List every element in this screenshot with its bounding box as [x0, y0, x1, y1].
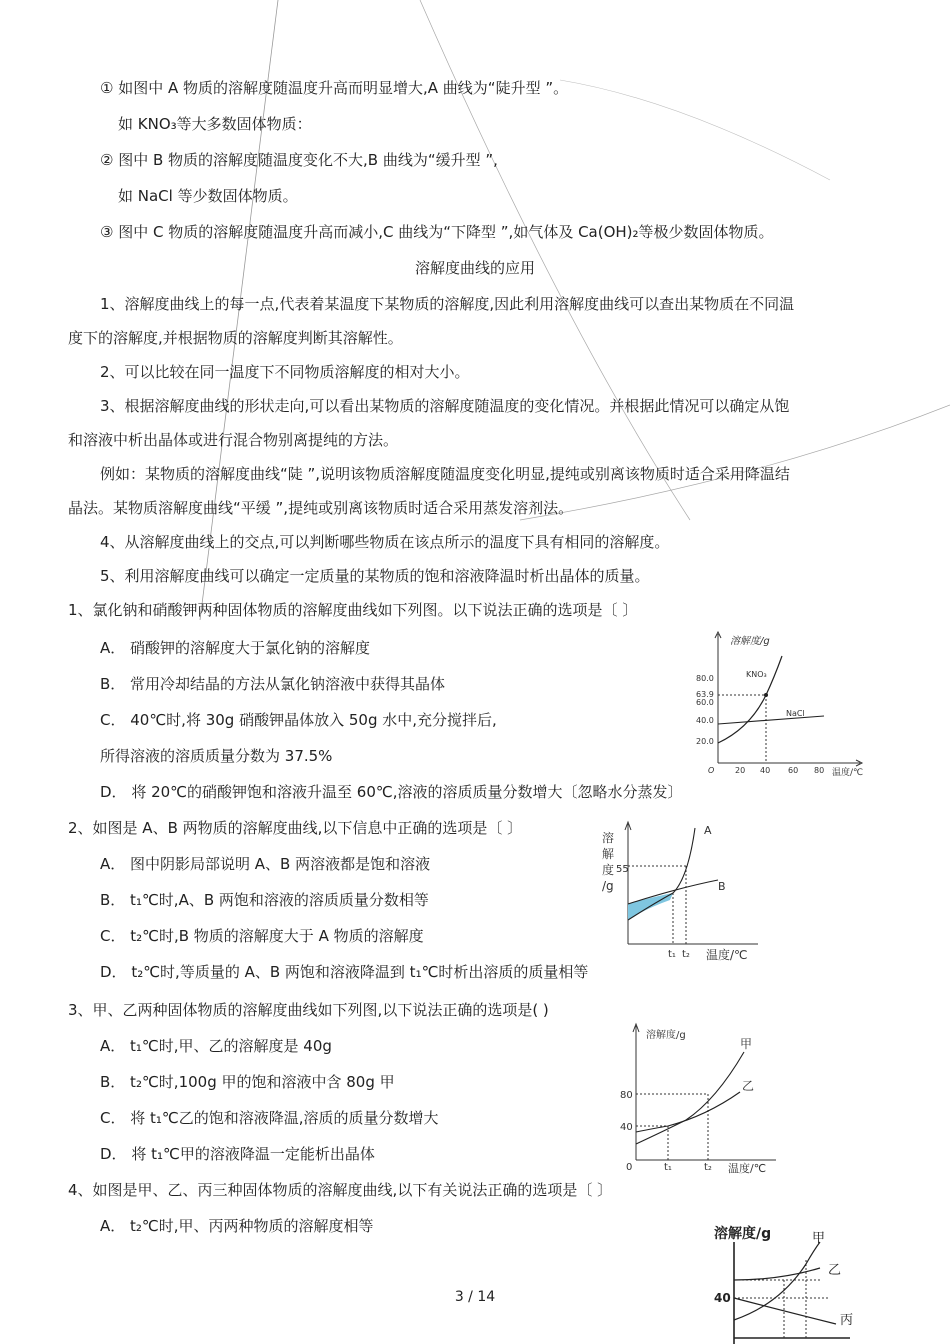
app-p4: 4、从溶解度曲线上的交点,可以判断哪些物质在该点所示的温度下具有相同的溶解度。	[100, 533, 670, 551]
q3-curve-jia	[636, 1052, 744, 1144]
q2-solubility-chart	[598, 818, 768, 966]
q1-solubility-chart	[690, 628, 880, 778]
q2-label-a: A	[704, 824, 712, 837]
q3-solubility-chart	[616, 1020, 786, 1176]
q4-curve-yi	[734, 1268, 820, 1280]
q4-solubility-chart	[710, 1220, 870, 1344]
q4-stem: 4、如图是甲、乙、丙三种固体物质的溶解度曲线,以下有关说法正确的选项是〔 〕	[68, 1181, 613, 1199]
q1-ytick-80: 80.0	[696, 674, 714, 683]
q3-origin: 0	[626, 1162, 633, 1173]
q1-stem: 1、氯化钠和硝酸钾两种固体物质的溶解度曲线如下列图。以下说法正确的选项是〔 〕	[68, 601, 638, 619]
app-p2: 2、可以比较在同一温度下不同物质溶解度的相对大小。	[100, 363, 470, 381]
q3-option-b: B． t₂℃时,100g 甲的饱和溶液中含 80g 甲	[100, 1073, 395, 1091]
q1-kno3-label: KNO₃	[746, 670, 767, 679]
q3-ytick-80: 80	[620, 1090, 633, 1101]
q3-ylabel: 溶解度/g	[646, 1030, 686, 1041]
q3-stem: 3、甲、乙两种固体物质的溶解度曲线如下列图,以下说法正确的选项是( )	[68, 1001, 549, 1019]
q3-option-c: C． 将 t₁℃乙的饱和溶液降温,溶质的质量分数增大	[100, 1109, 439, 1127]
q1-nacl-line	[718, 716, 824, 724]
q1-ytick-63.9: 63.9	[696, 690, 714, 699]
q3-curve-yi	[636, 1092, 740, 1132]
q1-option-c-cont: 所得溶液的溶质质量分数为 37.5%	[100, 747, 333, 765]
app-p3a: 3、根据溶解度曲线的形状走向,可以看出某物质的溶解度随温度的变化情况。并根据此情况可以确定从饱	[100, 397, 790, 415]
q2-label-b: B	[718, 880, 726, 893]
q2-t2: t₂	[682, 949, 690, 960]
q2-ylabel-2: 解	[602, 847, 615, 861]
q1-origin: O	[708, 766, 715, 775]
q1-ytick-40: 40.0	[696, 716, 714, 725]
q1-xtick-20: 20	[735, 766, 746, 775]
q1-option-d: D． 将 20℃的硝酸钾饱和溶液升温至 60℃,溶液的溶质质量分数增大〔忽略水分蒸发〕	[100, 783, 683, 801]
q3-label-yi: 乙	[742, 1079, 755, 1093]
q1-xtick-60: 60	[788, 766, 799, 775]
q3-ytick-40: 40	[620, 1122, 633, 1133]
q2-ytick-55: 55	[616, 864, 629, 875]
q3-label-jia: 甲	[740, 1037, 753, 1051]
q4-option-a: A． t₂℃时,甲、丙两种物质的溶解度相等	[100, 1217, 374, 1235]
app-p5: 5、利用溶解度曲线可以确定一定质量的某物质的饱和溶液降温时析出晶体的质量。	[100, 567, 650, 585]
q1-ytick-60: 60.0	[696, 698, 714, 707]
q2-t1: t₁	[668, 949, 676, 960]
intro-line-4: 如 NaCl 等少数固体物质。	[118, 187, 298, 205]
app-example-a: 例如：某物质的溶解度曲线“陡 ”,说明该物质溶解度随温度变化明显,提纯或别离该物质时适合采用降温结	[100, 465, 790, 483]
page-number: 3 / 14	[454, 1289, 496, 1305]
q2-xlabel: 温度/℃	[706, 948, 748, 962]
q1-option-b: B． 常用冷却结晶的方法从氯化钠溶液中获得其晶体	[100, 675, 446, 693]
q3-option-a: A． t₁℃时,甲、乙的溶解度是 40g	[100, 1037, 332, 1055]
q3-xlabel: 温度/℃	[728, 1162, 767, 1175]
q1-ytick-20: 20.0	[696, 737, 714, 746]
q2-ylabel-3: 度	[602, 863, 615, 877]
intro-line-1: ① 如图中 A 物质的溶解度随温度升高而明显增大,A 曲线为“陡升型 ”。	[100, 79, 569, 97]
q2-option-a: A． 图中阴影局部说明 A、B 两溶液都是饱和溶液	[100, 855, 431, 873]
q4-ytick-40: 40	[714, 1291, 731, 1305]
q4-label-jia: 甲	[812, 1231, 826, 1246]
section-title: 溶解度曲线的应用	[414, 259, 535, 277]
q2-option-d: D． t₂℃时,等质量的 A、B 两饱和溶液降温到 t₁℃时析出溶质的质量相等	[100, 963, 589, 981]
q2-stem: 2、如图是 A、B 两物质的溶解度曲线,以下信息中正确的选项是〔 〕	[68, 819, 523, 837]
q1-option-a: A． 硝酸钾的溶解度大于氯化钠的溶解度	[100, 639, 371, 657]
q2-ylabel-4: /g	[602, 879, 614, 893]
q4-curve-jia	[734, 1242, 820, 1320]
q3-option-d: D． 将 t₁℃甲的溶液降温一定能析出晶体	[100, 1145, 375, 1163]
q1-xlabel: 温度/℃	[832, 768, 864, 778]
app-p1b: 度下的溶解度,并根据物质的溶解度判断其溶解性。	[68, 329, 403, 347]
q1-xtick-80: 80	[814, 766, 825, 775]
intro-line-3: ② 图中 B 物质的溶解度随温度变化不大,B 曲线为“缓升型 ”,	[100, 151, 498, 169]
app-p1a: 1、溶解度曲线上的每一点,代表着某温度下某物质的溶解度,因此利用溶解度曲线可以查出某物质在不同温	[100, 295, 795, 313]
intro-line-5: ③ 图中 C 物质的溶解度随温度升高而减小,C 曲线为“下降型 ”,如气体及 Ca(OH)₂等极少数固体物质。	[100, 223, 774, 241]
app-p3b: 和溶液中析出晶体或进行混合物别离提纯的方法。	[68, 431, 399, 449]
q4-label-yi: 乙	[828, 1263, 842, 1278]
app-example-b: 晶法。某物质溶解度曲线“平缓 ”,提纯或别离该物质时适合采用蒸发溶剂法。	[68, 499, 574, 517]
q1-xtick-40: 40	[760, 766, 771, 775]
q1-option-c: C． 40℃时,将 30g 硝酸钾晶体放入 50g 水中,充分搅拌后,	[100, 711, 497, 729]
q4-label-bing: 丙	[840, 1313, 854, 1328]
q2-option-c: C． t₂℃时,B 物质的溶解度大于 A 物质的溶解度	[100, 927, 424, 945]
intro-line-2: 如 KNO₃等大多数固体物质：	[118, 115, 312, 133]
q4-ylabel: 溶解度/g	[714, 1226, 772, 1242]
q3-t2: t₂	[704, 1162, 712, 1173]
q2-option-b: B． t₁℃时,A、B 两饱和溶液的溶质质量分数相等	[100, 891, 429, 909]
q1-nacl-label: NaCl	[786, 709, 805, 718]
q2-ylabel-1: 溶	[602, 831, 615, 845]
q1-ylabel: 溶解度/g	[730, 636, 770, 647]
q3-t1: t₁	[664, 1162, 672, 1173]
